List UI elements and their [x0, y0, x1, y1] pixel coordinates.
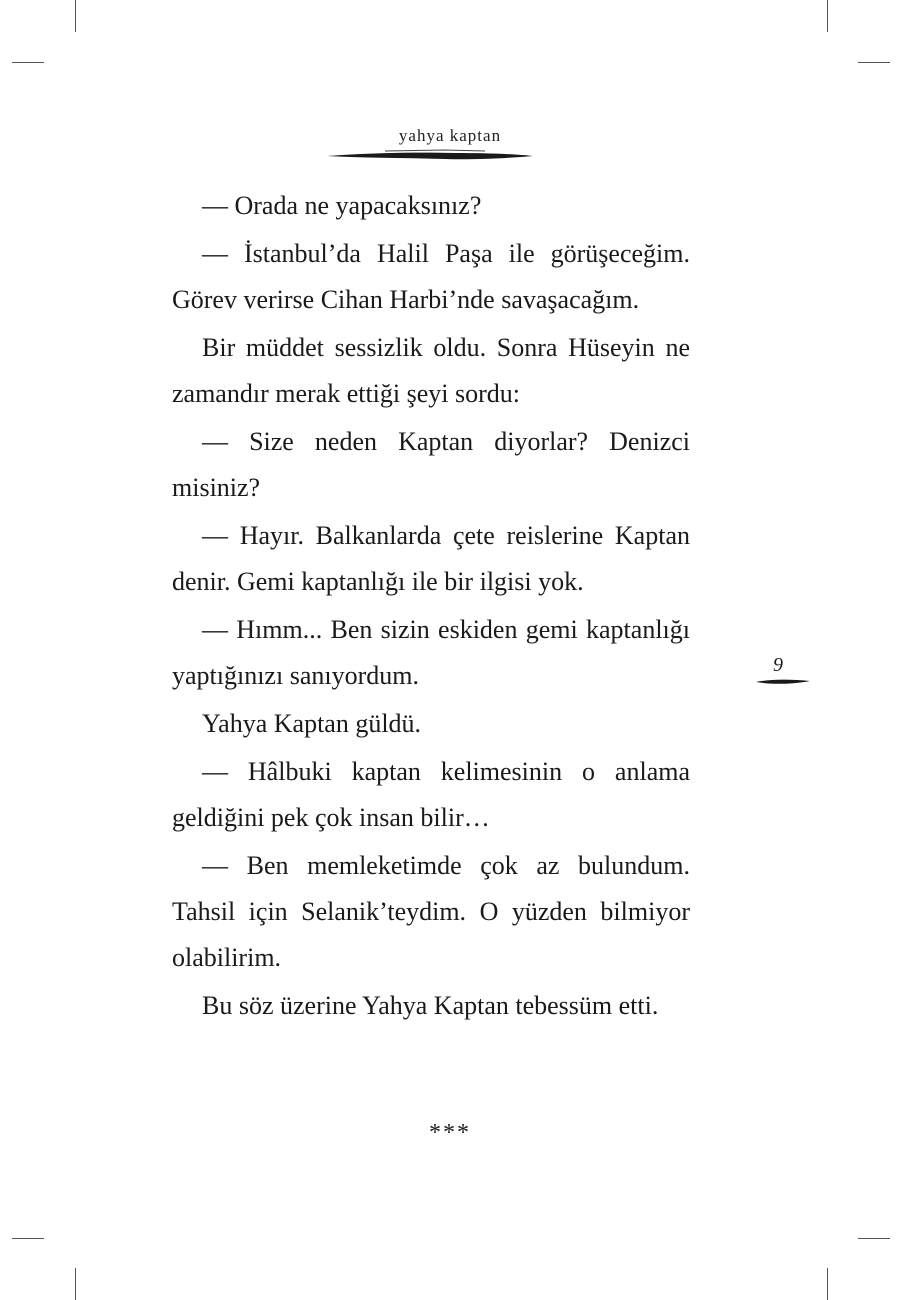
crop-mark-top-right-vertical [827, 0, 828, 32]
crop-mark-bottom-right-vertical [827, 1268, 828, 1300]
paragraph: — Size neden Kaptan diyorlar? Denizci misiniz? [172, 427, 690, 502]
paragraph: — Orada ne yapacaksınız? [202, 191, 482, 220]
crop-mark-top-right-horizontal [858, 62, 890, 63]
paragraph: Bu söz üzerine Yahya Kaptan tebessüm etti. [202, 991, 659, 1020]
running-head-title: yahya kaptan [398, 126, 502, 145]
page-number: 9 [773, 654, 783, 676]
crop-mark-top-left-vertical [75, 0, 76, 32]
crop-mark-bottom-right-horizontal [858, 1238, 890, 1239]
paragraph: — Hımm... Ben sizin eskiden gemi kaptanlığı yaptığınızı sanıyordum. [172, 615, 690, 690]
paragraph: — Ben memleketimde çok az bulundum. Tahsil için Selanik’teydim. O yüzden bilmiyor olabilirim. [172, 851, 690, 972]
header-brush-stroke [325, 148, 535, 162]
paragraph: Yahya Kaptan güldü. [202, 709, 422, 738]
paragraph: Bir müddet sessizlik oldu. Sonra Hüseyin ne zamandır merak ettiği şeyi sordu: [172, 333, 690, 408]
body-text [172, 183, 690, 1031]
crop-mark-bottom-left-horizontal [12, 1238, 44, 1239]
paragraph: — Hayır. Balkanlarda çete reislerine Kaptan denir. Gemi kaptanlığı ile bir ilgisi yok. [172, 521, 690, 596]
paragraph: — İstanbul’da Halil Paşa ile görüşeceğim. Görev verirse Cihan Harbi’nde savaşacağım. [172, 239, 690, 314]
page-number-brush-stroke [755, 676, 811, 686]
crop-mark-bottom-left-vertical [75, 1268, 76, 1300]
crop-mark-top-left-horizontal [12, 62, 44, 63]
paragraph: — Hâlbuki kaptan kelimesinin o anlama geldiğini pek çok insan bilir… [172, 757, 690, 832]
section-break: *** [429, 1120, 471, 1146]
